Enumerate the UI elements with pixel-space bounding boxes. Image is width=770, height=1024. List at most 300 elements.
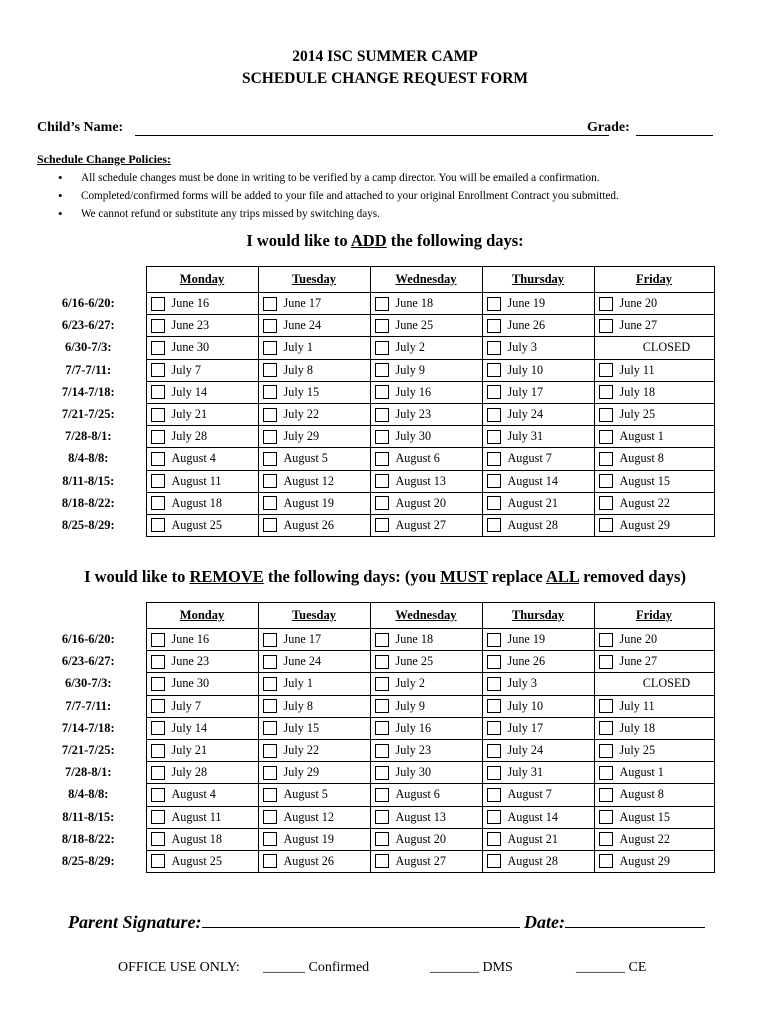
day-option — [147, 784, 258, 805]
day-checkbox[interactable] — [375, 677, 389, 691]
add-day-cell — [146, 403, 258, 425]
date-label: August 7 — [507, 787, 552, 802]
add-day-cell — [258, 448, 370, 470]
day-option — [483, 493, 594, 514]
day-checkbox[interactable] — [599, 474, 613, 488]
add-day-cell — [258, 492, 370, 514]
add-day-cell — [594, 492, 714, 514]
day-checkbox[interactable] — [375, 655, 389, 669]
day-checkbox[interactable] — [375, 633, 389, 647]
day-option — [259, 471, 370, 492]
day-checkbox[interactable] — [151, 810, 165, 824]
remove-day-cell — [370, 629, 482, 651]
day-option — [371, 807, 482, 828]
header-blank — [31, 603, 146, 629]
add-day-cell — [482, 381, 594, 403]
add-day-cell — [482, 337, 594, 359]
day-checkbox[interactable] — [263, 832, 277, 846]
day-checkbox[interactable] — [487, 319, 501, 333]
remove-day-cell — [594, 629, 714, 651]
date-label: June 24 — [283, 654, 322, 669]
day-checkbox[interactable] — [263, 363, 277, 377]
day-checkbox[interactable] — [263, 518, 277, 532]
week-label: 7/7-7/11: — [31, 359, 146, 381]
day-option — [147, 493, 258, 514]
day-checkbox[interactable] — [487, 408, 501, 422]
date-label: August 8 — [619, 787, 664, 802]
date-label: August 1 — [619, 765, 664, 780]
day-checkbox[interactable] — [151, 474, 165, 488]
date-label: June 18 — [395, 632, 434, 647]
week-label: 8/25-8/29: — [31, 850, 146, 872]
day-option — [259, 382, 370, 403]
day-checkbox[interactable] — [375, 832, 389, 846]
date-label: August 19 — [283, 495, 334, 510]
add-day-cell — [482, 514, 594, 536]
add-day-cell — [594, 426, 714, 448]
day-checkbox[interactable] — [263, 788, 277, 802]
add-day-cell — [370, 492, 482, 514]
day-checkbox[interactable] — [375, 363, 389, 377]
office-ce[interactable]: _______ CE — [576, 960, 647, 975]
day-option — [259, 829, 370, 850]
day-option — [147, 360, 258, 381]
add-day-cell — [594, 381, 714, 403]
date-label: June 17 — [283, 296, 322, 311]
date-label: July 11 — [619, 698, 655, 713]
day-checkbox[interactable] — [487, 297, 501, 311]
day-checkbox[interactable] — [487, 721, 501, 735]
day-checkbox[interactable] — [151, 699, 165, 713]
day-option — [259, 718, 370, 739]
date-label: July 28 — [171, 765, 208, 780]
date-label: July 10 — [507, 362, 544, 377]
day-checkbox[interactable] — [151, 766, 165, 780]
day-option — [483, 471, 594, 492]
day-checkbox[interactable] — [151, 655, 165, 669]
add-day-cell — [146, 337, 258, 359]
remove-day-cell — [594, 673, 714, 695]
date-label: July 30 — [395, 429, 432, 444]
day-checkbox[interactable] — [263, 297, 277, 311]
date-label: August 18 — [171, 495, 222, 510]
add-day-cell — [482, 448, 594, 470]
day-checkbox[interactable] — [151, 721, 165, 735]
policy-item: • All schedule changes must be done in writing to be verified by a camp director. You will be emailed a confirmation. — [56, 169, 619, 187]
date-label: July 14 — [171, 384, 208, 399]
day-option — [595, 493, 714, 514]
day-option — [259, 293, 370, 314]
day-checkbox[interactable] — [599, 430, 613, 444]
date-label: August 15 — [619, 809, 670, 824]
day-option — [371, 762, 482, 783]
week-label: 8/4-8/8: — [31, 784, 146, 806]
day-checkbox[interactable] — [487, 854, 501, 868]
date-field[interactable] — [565, 913, 705, 928]
day-checkbox[interactable] — [599, 385, 613, 399]
remove-day-cell — [370, 673, 482, 695]
day-checkbox[interactable] — [375, 496, 389, 510]
day-checkbox[interactable] — [599, 363, 613, 377]
date-label: August 11 — [171, 809, 222, 824]
day-checkbox[interactable] — [487, 810, 501, 824]
day-checkbox[interactable] — [263, 319, 277, 333]
remove-day-cell — [146, 695, 258, 717]
remove-day-cell — [146, 629, 258, 651]
week-label: 6/30-7/3: — [31, 337, 146, 359]
day-checkbox[interactable] — [599, 655, 613, 669]
add-day-cell — [594, 337, 714, 359]
day-checkbox[interactable] — [263, 408, 277, 422]
day-option — [147, 315, 258, 336]
date-label: July 16 — [395, 720, 432, 735]
day-option — [259, 629, 370, 650]
day-checkbox[interactable] — [487, 474, 501, 488]
day-checkbox[interactable] — [151, 832, 165, 846]
day-checkbox[interactable] — [375, 319, 389, 333]
week-label: 6/30-7/3: — [31, 673, 146, 695]
day-checkbox[interactable] — [151, 430, 165, 444]
add-week-row — [31, 403, 714, 425]
remove-day-cell — [594, 762, 714, 784]
add-day-header: Thursday — [482, 267, 594, 293]
remove-day-cell — [258, 629, 370, 651]
day-checkbox[interactable] — [375, 341, 389, 355]
day-checkbox[interactable] — [487, 518, 501, 532]
day-checkbox[interactable] — [151, 385, 165, 399]
day-checkbox[interactable] — [487, 496, 501, 510]
day-checkbox[interactable] — [263, 496, 277, 510]
date-label: July 28 — [171, 429, 208, 444]
day-checkbox[interactable] — [599, 744, 613, 758]
remove-day-cell — [594, 739, 714, 761]
add-day-cell — [482, 426, 594, 448]
day-checkbox[interactable] — [599, 408, 613, 422]
date-label: August 21 — [507, 495, 558, 510]
remove-day-header: Friday — [594, 603, 714, 629]
day-checkbox[interactable] — [263, 854, 277, 868]
child-name-field[interactable] — [135, 135, 609, 136]
day-option — [483, 829, 594, 850]
day-checkbox[interactable] — [599, 297, 613, 311]
parent-signature-label: Parent Signature: — [68, 912, 202, 932]
date-label: August 15 — [619, 473, 670, 488]
day-option — [371, 471, 482, 492]
remove-day-header: Thursday — [482, 603, 594, 629]
day-checkbox[interactable] — [263, 677, 277, 691]
day-checkbox[interactable] — [599, 319, 613, 333]
day-checkbox[interactable] — [487, 744, 501, 758]
must-keyword: MUST — [440, 567, 488, 586]
day-option — [371, 740, 482, 761]
day-checkbox[interactable] — [151, 854, 165, 868]
day-option — [371, 629, 482, 650]
date-label: July 21 — [171, 407, 208, 422]
add-day-cell — [258, 359, 370, 381]
add-day-cell — [146, 470, 258, 492]
date-label: August 13 — [395, 473, 446, 488]
day-checkbox[interactable] — [487, 452, 501, 466]
date-label: June 16 — [171, 296, 210, 311]
day-checkbox[interactable] — [599, 452, 613, 466]
date-label: August 14 — [507, 809, 558, 824]
day-checkbox[interactable] — [263, 452, 277, 466]
day-checkbox[interactable] — [151, 677, 165, 691]
day-checkbox[interactable] — [375, 699, 389, 713]
add-day-cell — [146, 381, 258, 403]
day-checkbox[interactable] — [263, 633, 277, 647]
day-option — [595, 515, 714, 536]
add-day-header: Friday — [594, 267, 714, 293]
day-checkbox[interactable] — [375, 854, 389, 868]
date-label: July 29 — [283, 429, 320, 444]
add-day-cell — [594, 359, 714, 381]
day-checkbox[interactable] — [375, 810, 389, 824]
remove-day-cell — [594, 850, 714, 872]
day-option — [595, 382, 714, 403]
date-label: August 27 — [395, 853, 446, 868]
remove-day-cell — [482, 806, 594, 828]
day-option — [595, 337, 714, 358]
add-week-row — [31, 381, 714, 403]
day-checkbox[interactable] — [487, 363, 501, 377]
day-checkbox[interactable] — [375, 518, 389, 532]
day-checkbox[interactable] — [151, 408, 165, 422]
day-checkbox[interactable] — [151, 341, 165, 355]
day-option — [259, 404, 370, 425]
date-label: August 13 — [395, 809, 446, 824]
add-day-cell — [146, 448, 258, 470]
date-label: July 1 — [283, 340, 313, 355]
day-option — [371, 829, 482, 850]
day-checkbox[interactable] — [263, 699, 277, 713]
week-label: 7/28-8/1: — [31, 762, 146, 784]
add-keyword: ADD — [350, 231, 387, 250]
day-checkbox[interactable] — [263, 810, 277, 824]
date-label: June 25 — [395, 318, 434, 333]
week-label: 8/4-8/8: — [31, 448, 146, 470]
day-checkbox[interactable] — [599, 721, 613, 735]
parent-signature-field[interactable] — [202, 913, 520, 928]
remove-day-cell — [258, 850, 370, 872]
date-label: July 2 — [395, 340, 425, 355]
day-option — [259, 673, 370, 694]
day-option — [259, 426, 370, 447]
day-checkbox[interactable] — [599, 788, 613, 802]
date-label: June 27 — [619, 654, 658, 669]
day-checkbox[interactable] — [151, 633, 165, 647]
day-option — [595, 807, 714, 828]
date-label: August 25 — [171, 853, 222, 868]
remove-day-cell — [146, 739, 258, 761]
add-day-cell — [482, 359, 594, 381]
week-label: 6/23-6/27: — [31, 651, 146, 673]
day-checkbox[interactable] — [375, 408, 389, 422]
day-option — [595, 629, 714, 650]
policies-list — [56, 169, 619, 223]
day-checkbox[interactable] — [375, 744, 389, 758]
add-day-cell — [146, 492, 258, 514]
day-checkbox[interactable] — [487, 699, 501, 713]
day-option — [483, 629, 594, 650]
day-checkbox[interactable] — [487, 633, 501, 647]
week-label: 6/16-6/20: — [31, 629, 146, 651]
add-week-row — [31, 448, 714, 470]
add-day-cell — [594, 315, 714, 337]
date-label: August 22 — [619, 495, 670, 510]
date-label: August 26 — [283, 517, 334, 532]
remove-day-cell — [146, 673, 258, 695]
day-option — [483, 807, 594, 828]
day-option — [259, 784, 370, 805]
date-label: July 25 — [619, 743, 656, 758]
office-confirmed[interactable]: ______ Confirmed — [263, 960, 370, 975]
remove-section-heading: I would like to REMOVE the following days: (you MUST replace ALL removed days) — [84, 567, 686, 586]
add-day-cell — [594, 448, 714, 470]
add-week-row — [31, 315, 714, 337]
remove-day-cell — [594, 717, 714, 739]
day-checkbox[interactable] — [487, 677, 501, 691]
remove-keyword: REMOVE — [189, 567, 264, 586]
date-label: August 14 — [507, 473, 558, 488]
add-day-cell — [370, 448, 482, 470]
day-option — [595, 718, 714, 739]
date-label: August 29 — [619, 853, 670, 868]
date-label: July 15 — [283, 720, 320, 735]
day-checkbox[interactable] — [599, 766, 613, 780]
day-checkbox[interactable] — [487, 385, 501, 399]
day-checkbox[interactable] — [263, 655, 277, 669]
day-option — [483, 784, 594, 805]
date-label: June 23 — [171, 318, 210, 333]
day-option — [371, 315, 482, 336]
day-checkbox[interactable] — [151, 452, 165, 466]
date-label: August 11 — [171, 473, 222, 488]
day-checkbox[interactable] — [375, 430, 389, 444]
add-day-cell — [258, 315, 370, 337]
day-option — [595, 471, 714, 492]
day-checkbox[interactable] — [151, 363, 165, 377]
remove-day-cell — [258, 828, 370, 850]
day-checkbox[interactable] — [151, 788, 165, 802]
day-option — [259, 651, 370, 672]
day-checkbox[interactable] — [487, 655, 501, 669]
remove-day-cell — [482, 762, 594, 784]
day-checkbox[interactable] — [599, 518, 613, 532]
day-checkbox[interactable] — [151, 319, 165, 333]
day-checkbox[interactable] — [263, 341, 277, 355]
date-label: July 22 — [283, 743, 320, 758]
grade-field[interactable] — [636, 135, 713, 136]
day-checkbox[interactable] — [375, 721, 389, 735]
date-label: July 22 — [283, 407, 320, 422]
day-checkbox[interactable] — [599, 832, 613, 846]
remove-day-cell — [482, 717, 594, 739]
day-checkbox[interactable] — [487, 766, 501, 780]
add-day-cell — [370, 293, 482, 315]
day-checkbox[interactable] — [263, 721, 277, 735]
day-option — [483, 740, 594, 761]
date-label: July 23 — [395, 743, 432, 758]
day-checkbox[interactable] — [151, 496, 165, 510]
day-option — [595, 829, 714, 850]
day-option — [147, 471, 258, 492]
day-checkbox[interactable] — [599, 496, 613, 510]
day-checkbox[interactable] — [487, 832, 501, 846]
date-label: August 28 — [507, 853, 558, 868]
date-label: August 22 — [619, 831, 670, 846]
date-label: July 25 — [619, 407, 656, 422]
day-option — [595, 673, 714, 694]
day-checkbox[interactable] — [263, 430, 277, 444]
date-label: July 3 — [507, 340, 537, 355]
date-label: July 7 — [171, 698, 201, 713]
day-option — [371, 337, 482, 358]
add-day-cell — [482, 470, 594, 492]
day-option — [595, 293, 714, 314]
week-label: 6/16-6/20: — [31, 293, 146, 315]
day-checkbox[interactable] — [151, 744, 165, 758]
week-label: 8/18-8/22: — [31, 828, 146, 850]
day-option — [147, 651, 258, 672]
add-day-header: Tuesday — [258, 267, 370, 293]
day-checkbox[interactable] — [375, 452, 389, 466]
day-option — [371, 382, 482, 403]
add-day-cell — [258, 514, 370, 536]
remove-day-cell — [482, 828, 594, 850]
day-checkbox[interactable] — [599, 633, 613, 647]
office-dms[interactable]: _______ DMS — [430, 960, 513, 975]
day-checkbox[interactable] — [599, 854, 613, 868]
day-checkbox[interactable] — [263, 474, 277, 488]
form-subtitle: SCHEDULE CHANGE REQUEST FORM — [241, 70, 529, 87]
day-option — [483, 673, 594, 694]
date-label: June 19 — [507, 296, 546, 311]
day-checkbox[interactable] — [151, 297, 165, 311]
day-checkbox[interactable] — [151, 518, 165, 532]
day-option — [595, 315, 714, 336]
day-option — [147, 382, 258, 403]
day-checkbox[interactable] — [375, 297, 389, 311]
add-day-cell — [146, 514, 258, 536]
day-checkbox[interactable] — [487, 430, 501, 444]
day-checkbox[interactable] — [263, 385, 277, 399]
day-option — [147, 404, 258, 425]
day-checkbox[interactable] — [487, 788, 501, 802]
day-checkbox[interactable] — [375, 385, 389, 399]
day-checkbox[interactable] — [599, 810, 613, 824]
day-option — [259, 515, 370, 536]
day-checkbox[interactable] — [375, 474, 389, 488]
add-day-cell — [482, 492, 594, 514]
day-option — [371, 293, 482, 314]
day-option — [147, 337, 258, 358]
day-option — [483, 293, 594, 314]
date-label: August 1 — [619, 429, 664, 444]
day-checkbox[interactable] — [375, 766, 389, 780]
add-day-cell — [370, 514, 482, 536]
day-checkbox[interactable] — [599, 699, 613, 713]
week-label: 7/21-7/25: — [31, 739, 146, 761]
date-label: July 1 — [283, 676, 313, 691]
add-day-cell — [594, 514, 714, 536]
day-checkbox[interactable] — [263, 744, 277, 758]
child-name-label: Child’s Name: — [37, 120, 124, 135]
remove-day-cell — [482, 695, 594, 717]
day-checkbox[interactable] — [487, 341, 501, 355]
day-checkbox[interactable] — [263, 766, 277, 780]
day-checkbox[interactable] — [375, 788, 389, 802]
